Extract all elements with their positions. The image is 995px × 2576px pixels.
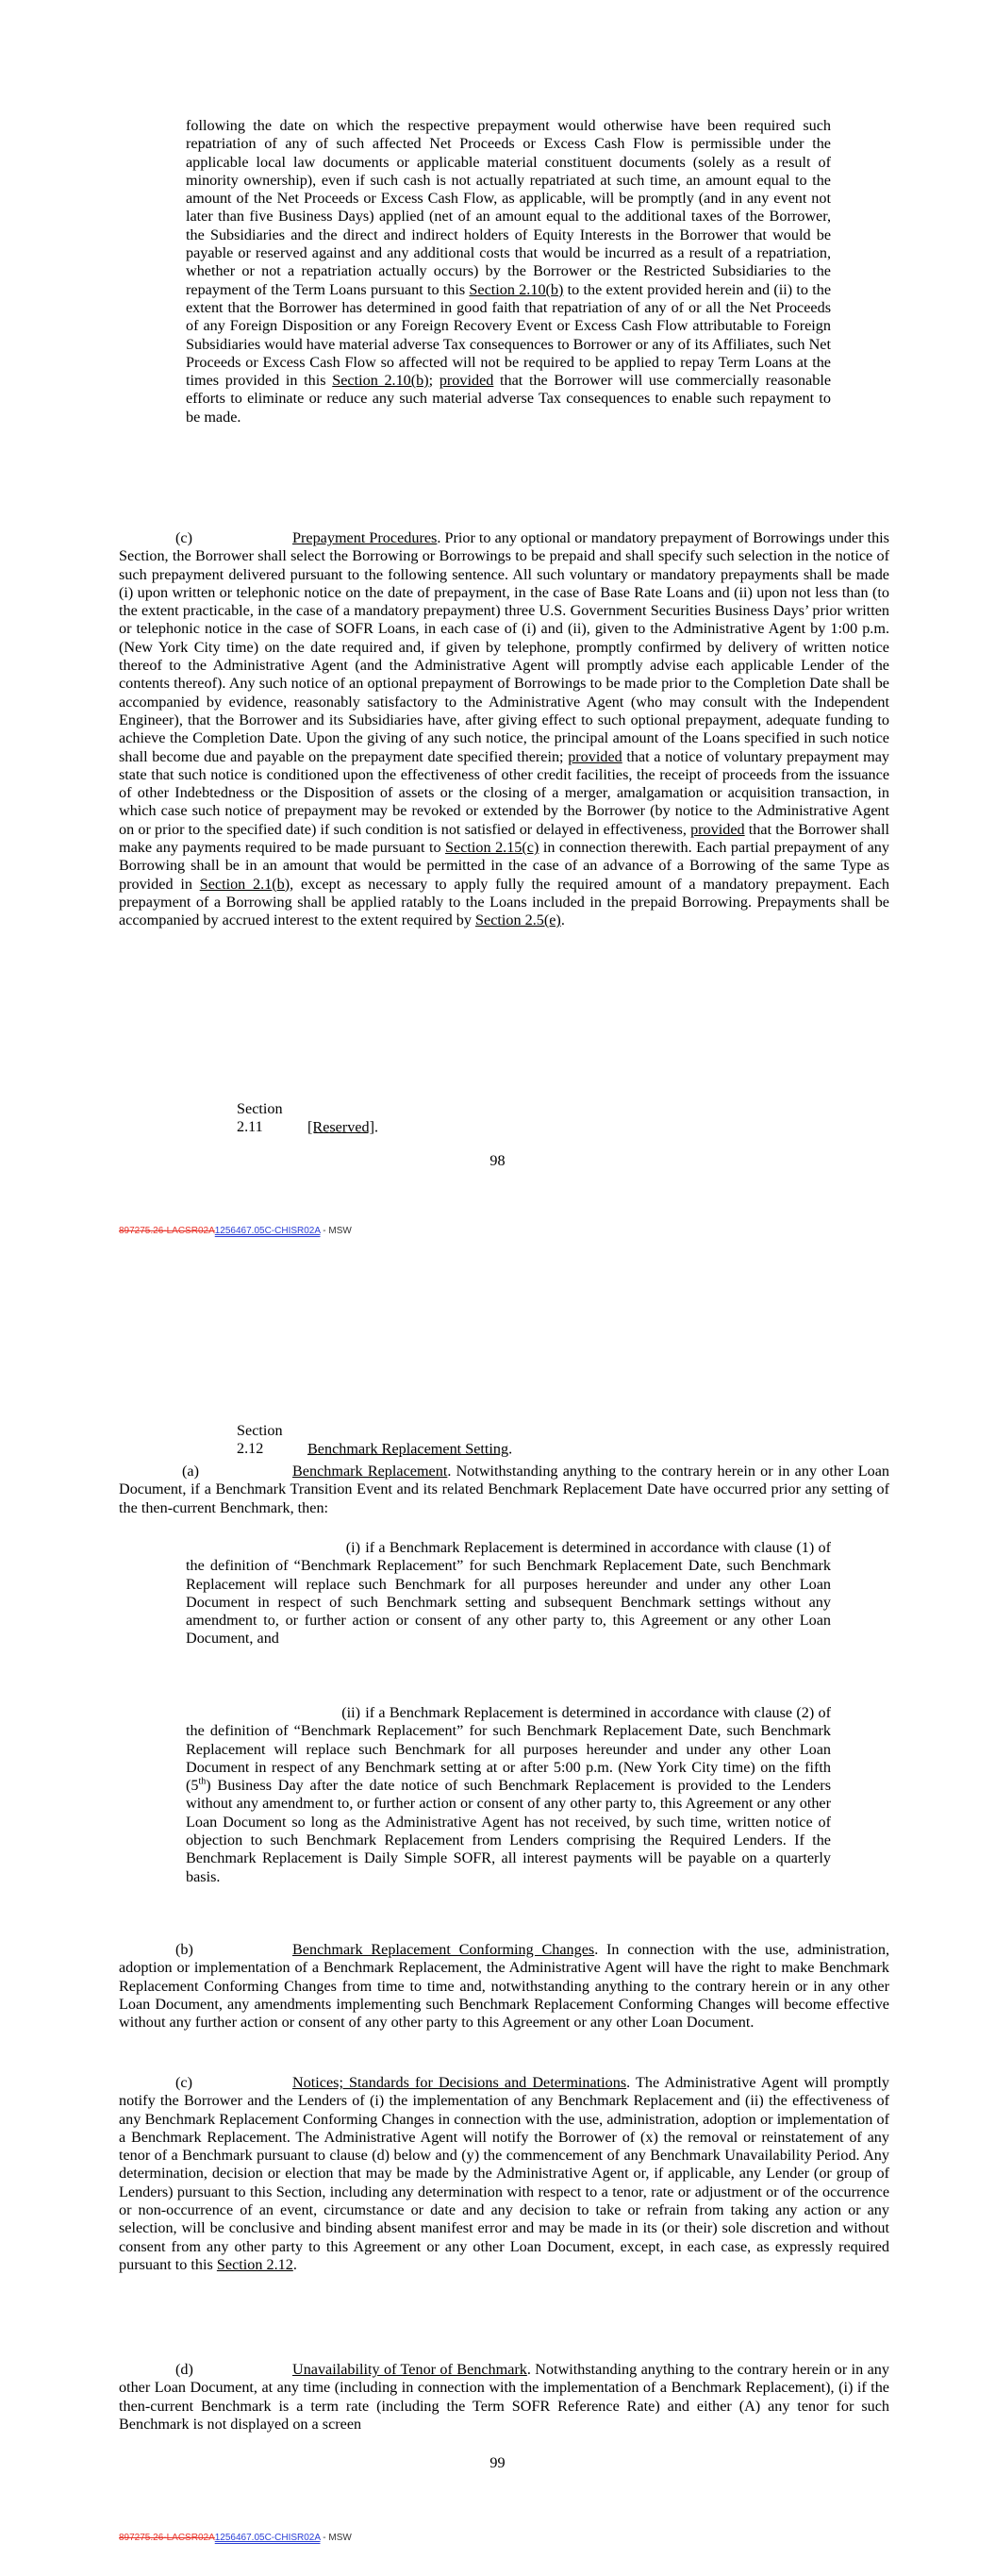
paragraph-title: Unavailability of Tenor of Benchmark: [292, 2361, 527, 2378]
footer-deleted-id: 897275.26-LACSR02A: [119, 2533, 215, 2543]
section-ref: Section 2.10(b): [332, 372, 429, 390]
paragraph-c-prepayment-procedures: (c) Prepayment Procedures. Prior to any optional or mandatory prepayment of Borrowings under this Section, the Borrower shall select the Borrowing or Borrowings to be prepaid and shall specify such selection in the notice of such prepayment delivered pursuant to the following sentence. All such voluntary or mandatory prepayments shall be made (i) upon written or telephonic notice on the date of prepayment, in the case of Base Rate Loans and (ii) upon not less than (to the extent practicable, in the case of a mandatory prepayment) three U.S. Government Securities Business Days’ prior written or telephonic notice in the case of SOFR Loans, in each case of (i) and (ii), given to the Administrative Agent by 1:00 p.m. (New York City time) on the date required and, if given by telephone, promptly confirmed by delivery of written notice thereof to the Administrative Agent (and the Administrative Agent will promptly advise each applicable Lender of the contents thereof). Any such notice of an optional prepayment of Borrowings to be made prior to the Completion Date shall be accompanied by evidence, reasonably satisfactory to the Administrative Agent (who may consult with the Independent Engineer), that the Borrower and its Subsidiaries have, after giving effect to such optional prepayment, adequate funding to achieve the Completion Date. Upon the giving of any such notice, the principal amount of the Loans specified in such notice shall become due and payable on the prepayment date specified therein; provided that a notice of voluntary prepayment may state that such notice is conditioned upon the effectiveness of other credit facilities, the receipt of proceeds from the issuance of other Indebtedness or the Disposition of assets or the closing of a merger, amalgamation or acquisition transaction, in which case such notice of prepayment may be revoked or extended by the Borrower (by notice to the Administrative Agent on or prior to the specified date) if such condition is not satisfied or delayed in effectiveness, provided that the Borrower shall make any payments required to be made pursuant to Section 2.15(c) in connection therewith. Each partial prepayment of any Borrowing shall be in an amount that would be permitted in the case of an advance of a Borrowing of the same Type as provided in Section 2.1(b), except as necessary to apply fully the required amount of a mandatory prepayment. Each prepayment of a Borrowing shall be applied ratably to the Loans included in the prepaid Borrowing. Prepayments shall be accompanied by accrued interest to the extent required by Section 2.5(e).: [119, 529, 889, 929]
provided-term: provided: [439, 372, 494, 390]
footer-deleted-id: 897275.26-LACSR02A: [119, 1226, 215, 1236]
footer-suffix: MSW: [328, 2533, 352, 2543]
carryover-paragraph: following the date on which the respective prepayment would otherwise have been required such repatriation of any of such affected Net Proceeds or Excess Cash Flow is permissible under the applicable local law documents or applicable material constituent documents (solely as a result of minority ownership), even if such cash is not actually repatriated at such time, an amount equal to the amount of the Net Proceeds or Excess Cash Flow, as applicable, will be promptly (and in any event not later than five Business Days) applied (net of an amount equal to the additional taxes of the Borrower, the Subsidiaries and the direct and indirect holders of Equity Interests in the Borrower that would be payable or reserved against and any additional costs that would be incurred as a result of a repatriation, whether or not a repatriation actually occurs) by the Borrower or the Restricted Subsidiaries to the repayment of the Term Loans pursuant to this Section 2.10(b) to the extent provided herein and (ii) to the extent that the Borrower has determined in good faith that repatriation of any of or all the Net Proceeds of any Foreign Disposition or any Foreign Recovery Event or Excess Cash Flow attributable to Foreign Subsidiaries would have material adverse Tax consequences to Borrower or any of its Affiliates, such Net Proceeds or Excess Cash Flow so affected will not be required to be applied to repay Term Loans at the times provided in this Section 2.10(b); provided that the Borrower will use commercially reasonable efforts to eliminate or reduce any such material adverse Tax consequences to enable such repayment to be made.: [186, 117, 832, 426]
page-99: [0, 1283, 995, 2576]
page-number: 98: [489, 1152, 506, 1169]
indent-label: (c): [175, 529, 192, 546]
document-footer: 897275.26-LACSR02A1256467.05C-CHISR02A - MSW: [119, 2533, 352, 2543]
paragraph-c-notices-standards: (c) Notices; Standards for Decisions and Determinations. The Administrative Agent will promptly notify the Borrower and the Lenders of (i) the implementation of any Benchmark Replacement and (ii) the effectiveness of any Benchmark Replacement Conforming Changes in connection with the use, administration, adoption or implementation of a Benchmark Replacement. The Administrative Agent will notify the Borrower of (x) the removal or reinstatement of any tenor of a Benchmark pursuant to clause (d) below and (y) the commencement of any Benchmark Unavailability Period. Any determination, decision or election that may be made by the Administrative Agent or, if applicable, any Lender (or group of Lenders) pursuant to this Section, including any determination with respect to a tenor, rate or adjustment or of the occurrence or non-occurrence of an event, circumstance or date and any decision to take or refrain from taking any action or any selection, will be conclusive and binding absent manifest error and may be made in its (or their) sole discretion and without consent from any other party to this Agreement or any other Loan Document, except, in each case, as expressly required pursuant to this Section 2.12.: [119, 2074, 889, 2273]
paragraph-a-benchmark-replacement: (a) Benchmark Replacement. Notwithstanding anything to the contrary herein or in any other Loan Document, if a Benchmark Transition Event and its related Benchmark Replacement Date have occurred prior any setting of the then-current Benchmark, then:: [119, 1463, 889, 1516]
footer-inserted-id: 1256467.05C-CHISR02A: [214, 2533, 321, 2543]
document-footer: 897275.26-LACSR02A1256467.05C-CHISR02A - MSW: [119, 1226, 352, 1236]
section-heading: Section 2.11 [Reserved].: [237, 1100, 379, 1136]
section-ref: Section 2.10(b): [469, 280, 564, 298]
subparagraph-ii: (ii) if a Benchmark Replacement is determined in accordance with clause (2) of the definition of “Benchmark Replacement” for such Benchmark Replacement Date, such Benchmark Replacement will replace such Benchmark for all purposes hereunder and under any other Loan Document in respect of any Benchmark setting at or after 5:00 p.m. (New York City time) on the fifth (5th) Business Day after the date notice of such Benchmark Replacement is provided to the Lenders without any amendment to, or further action or consent of any other party to, this Agreement or any other Loan Document so long as the Administrative Agent has not received, by such time, written notice of objection to such Benchmark Replacement from Lenders comprising the Required Lenders. If the Benchmark Replacement is Daily Simple SOFR, all interest payments will be payable on a quarterly basis.: [186, 1704, 831, 1885]
paragraph-title: Benchmark Replacement Conforming Changes: [292, 1941, 595, 1958]
paragraph-title: Notices; Standards for Decisions and Determinations: [292, 2074, 627, 2091]
section-ref: Section 2.12: [216, 2255, 293, 2273]
paragraph-b-conforming-changes: (b) Benchmark Replacement Conforming Changes. In connection with the use, administration, adoption or implementation of a Benchmark Replacement, the Administrative Agent will have the right to make Benchmark Replacement Conforming Changes from time to time and, notwithstanding anything to the contrary herein or in any other Loan Document, any amendments implementing such Benchmark Replacement Conforming Changes will become effective without any further action or consent of any other party to this Agreement or any other Loan Document.: [119, 1941, 889, 2032]
paragraph-title: Benchmark Replacement: [292, 1463, 448, 1480]
section-heading: Section 2.12 Benchmark Replacement Setting.: [237, 1422, 513, 1458]
footer-suffix: MSW: [328, 1226, 352, 1236]
subparagraph-i: (i) if a Benchmark Replacement is determined in accordance with clause (1) of the definition of “Benchmark Replacement” for such Benchmark Replacement Date, such Benchmark Replacement will replace such Benchmark for all purposes hereunder and under any other Loan Document in respect of such Benchmark setting and subsequent Benchmark settings without any amendment to, or further action or consent of any other party to, this Agreement or any other Loan Document, and: [186, 1539, 831, 1648]
paragraph-title: Prepayment Procedures: [292, 529, 438, 546]
provided-term: provided: [568, 747, 622, 765]
section-ref: Section 2.15(c): [445, 839, 539, 857]
section-ref: Section 2.5(e): [475, 912, 561, 929]
superscript: th: [198, 1776, 207, 1787]
page-number: 99: [489, 2454, 506, 2471]
provided-term: provided: [690, 820, 745, 838]
section-title: [Reserved]: [307, 1118, 375, 1136]
footer-inserted-id: 1256467.05C-CHISR02A: [214, 1226, 321, 1236]
page-98: [0, 0, 995, 1283]
paragraph-d-unavailability-tenor: (d) Unavailability of Tenor of Benchmark. Notwithstanding anything to the contrary herein or in any other Loan Document, at any time (including in connection with the implementation of a Benchmark Replacement), (i) if the then-current Benchmark is a term rate (including the Term SOFR Reference Rate) and either (A) any tenor for such Benchmark is not displayed on a screen: [119, 2361, 889, 2433]
section-title: Benchmark Replacement Setting: [307, 1440, 509, 1458]
section-ref: Section 2.1(b): [199, 875, 290, 893]
